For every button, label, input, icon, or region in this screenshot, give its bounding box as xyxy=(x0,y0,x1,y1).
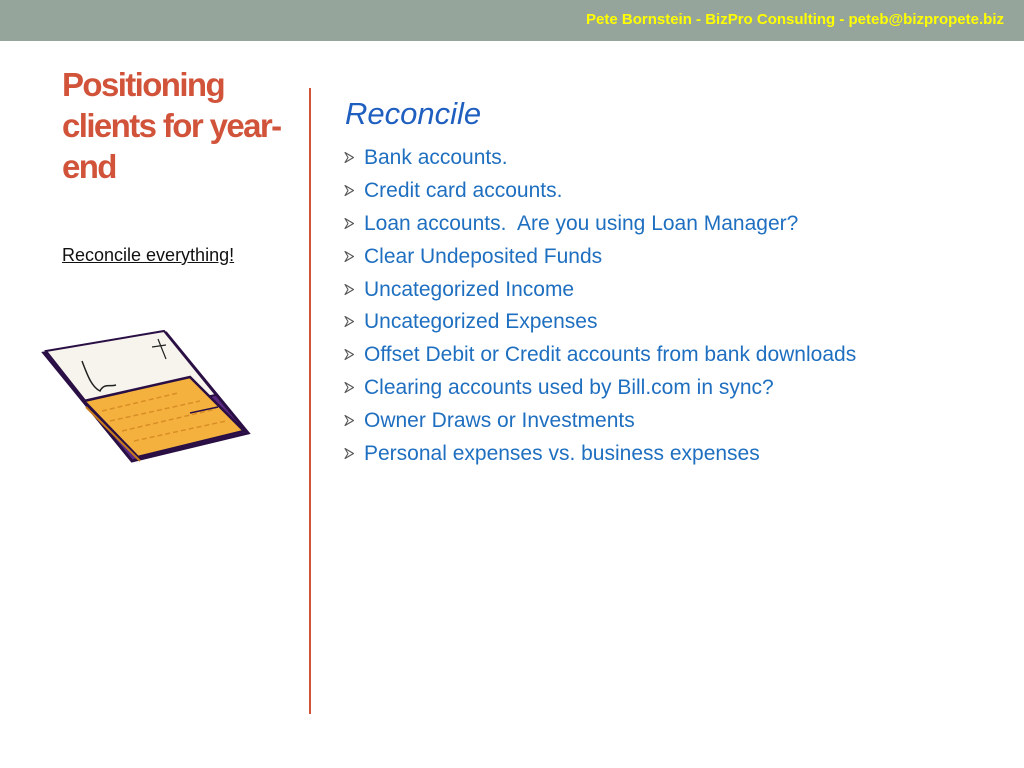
list-item xyxy=(343,142,856,175)
section-heading: Reconcile xyxy=(345,96,482,131)
arrow-bullet-icon xyxy=(343,409,364,433)
list-item-label: Loan accounts. Are you using Loan Manager? xyxy=(364,211,799,235)
list-item-label: Bank accounts. xyxy=(364,146,508,170)
list-item-label: Owner Draws or Investments xyxy=(364,408,635,432)
list-item xyxy=(343,339,856,372)
list-item xyxy=(343,273,856,306)
list-item xyxy=(343,240,856,273)
arrow-bullet-icon xyxy=(343,442,364,466)
list-item xyxy=(343,372,856,405)
side-note: Reconcile everything! xyxy=(62,245,235,265)
arrow-bullet-icon xyxy=(343,212,364,236)
vertical-divider xyxy=(309,88,311,714)
list-item xyxy=(343,175,856,208)
list-item xyxy=(343,208,856,241)
list-item-label: Offset Debit or Credit accounts from bank downloads xyxy=(364,343,857,367)
list-item-label: Credit card accounts. xyxy=(364,179,563,203)
arrow-bullet-icon xyxy=(343,376,364,400)
list-item-label: Clear Undeposited Funds xyxy=(364,244,603,268)
list-item xyxy=(343,306,856,339)
list-item xyxy=(343,404,856,437)
header-text: Pete Bornstein - BizPro Consulting - peteb@bizpropete.biz xyxy=(586,11,1004,28)
list-item xyxy=(343,437,856,470)
arrow-bullet-icon xyxy=(343,245,364,269)
arrow-bullet-icon xyxy=(343,179,364,203)
list-item-label: Personal expenses vs. business expenses xyxy=(364,441,760,465)
arrow-bullet-icon xyxy=(343,310,364,334)
bullet-list xyxy=(343,142,856,470)
arrow-bullet-icon xyxy=(343,278,364,302)
arrow-bullet-icon xyxy=(343,343,364,367)
header-bar xyxy=(0,0,1024,41)
list-item-label: Clearing accounts used by Bill.com in sync? xyxy=(364,375,774,399)
slide-title: Positioning clients for year-end xyxy=(62,66,281,185)
arrow-bullet-icon xyxy=(343,146,364,170)
checkbook-icon xyxy=(40,325,252,470)
list-item-label: Uncategorized Income xyxy=(364,277,575,301)
list-item-label: Uncategorized Expenses xyxy=(364,310,598,334)
